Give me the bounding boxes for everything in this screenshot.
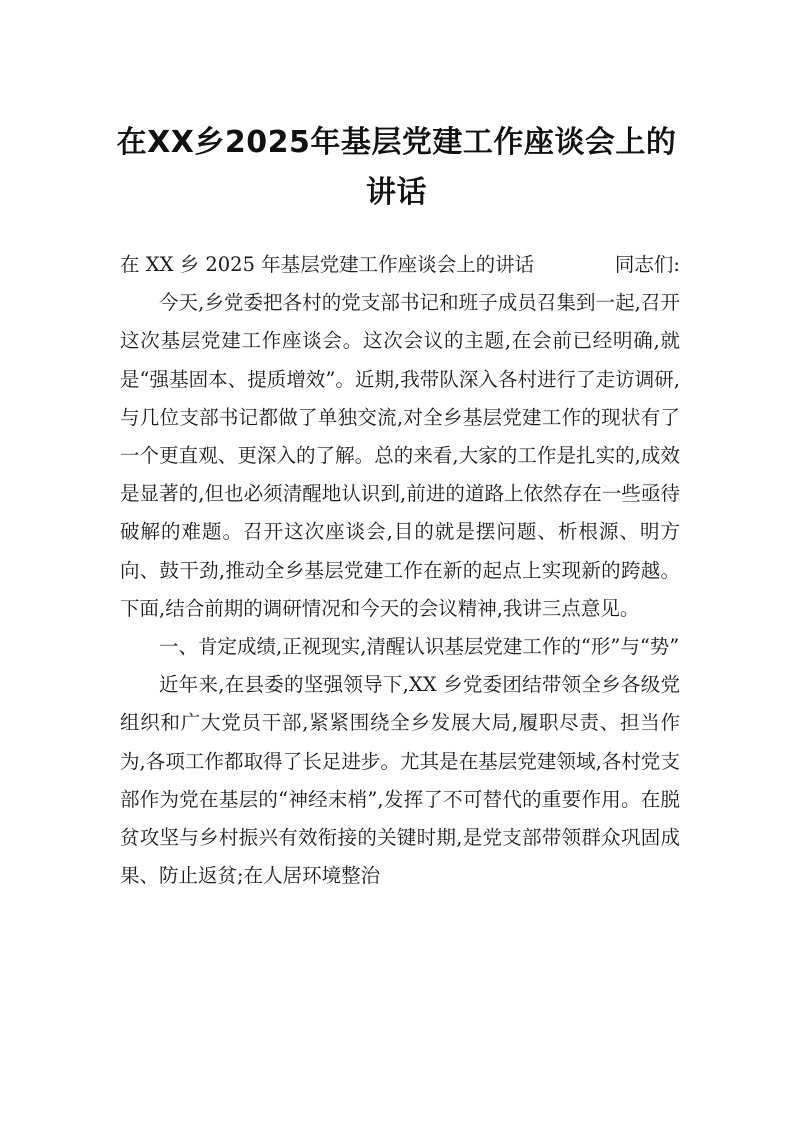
document-body	[120, 246, 680, 895]
salutation: 同志们:	[614, 253, 680, 276]
paragraph-section-one: 近年来,在县委的坚强领导下,XX 乡党委团结带领全乡各级党组织和广大党员干部,紧紧围绕全乡发展大局,履职尽责、担当作为,各项工作都取得了长足进步。尤其是在基层党建领域,各村党支部作为党在基层的“神经末梢”,发挥了不可替代的重要作用。在脱贫攻坚与乡村振兴有效衔接的关键时期,是党支部带领群众巩固成果、防止返贫;在人居环境整治	[120, 673, 680, 888]
intro-line	[120, 246, 680, 284]
document-title: 在XX乡2025年基层党建工作座谈会上的讲话	[116, 125, 677, 210]
intro-title-text: 在 XX 乡 2025 年基层党建工作座谈会上的讲话	[120, 253, 535, 276]
section-heading-one: 一、肯定成绩,正视现实,清醒认识基层党建工作的“形”与“势”	[159, 635, 680, 659]
paragraph-opening: 今天,乡党委把各村的党支部书记和班子成员召集到一起,召开这次基层党建工作座谈会。这次会议的主题,在会前已经明确,就是“强基固本、提质增效”。近期,我带队深入各村进行了走访调研,与几位支部书记都做了单独交流,对全乡基层党建工作的现状有了一个更直观、更深入的了解。总的来看,大家的工作是扎实的,成效是显著的,但也必须清醒地认识到,前进的道路上依然存在一些亟待破解的难题。召开这次座谈会,目的就是摆问题、析根源、明方向、鼓干劲,推动全乡基层党建工作在新的起点上实现新的跨越。下面,结合前期的调研情况和今天的会议精神,我讲三点意见。	[120, 291, 680, 620]
